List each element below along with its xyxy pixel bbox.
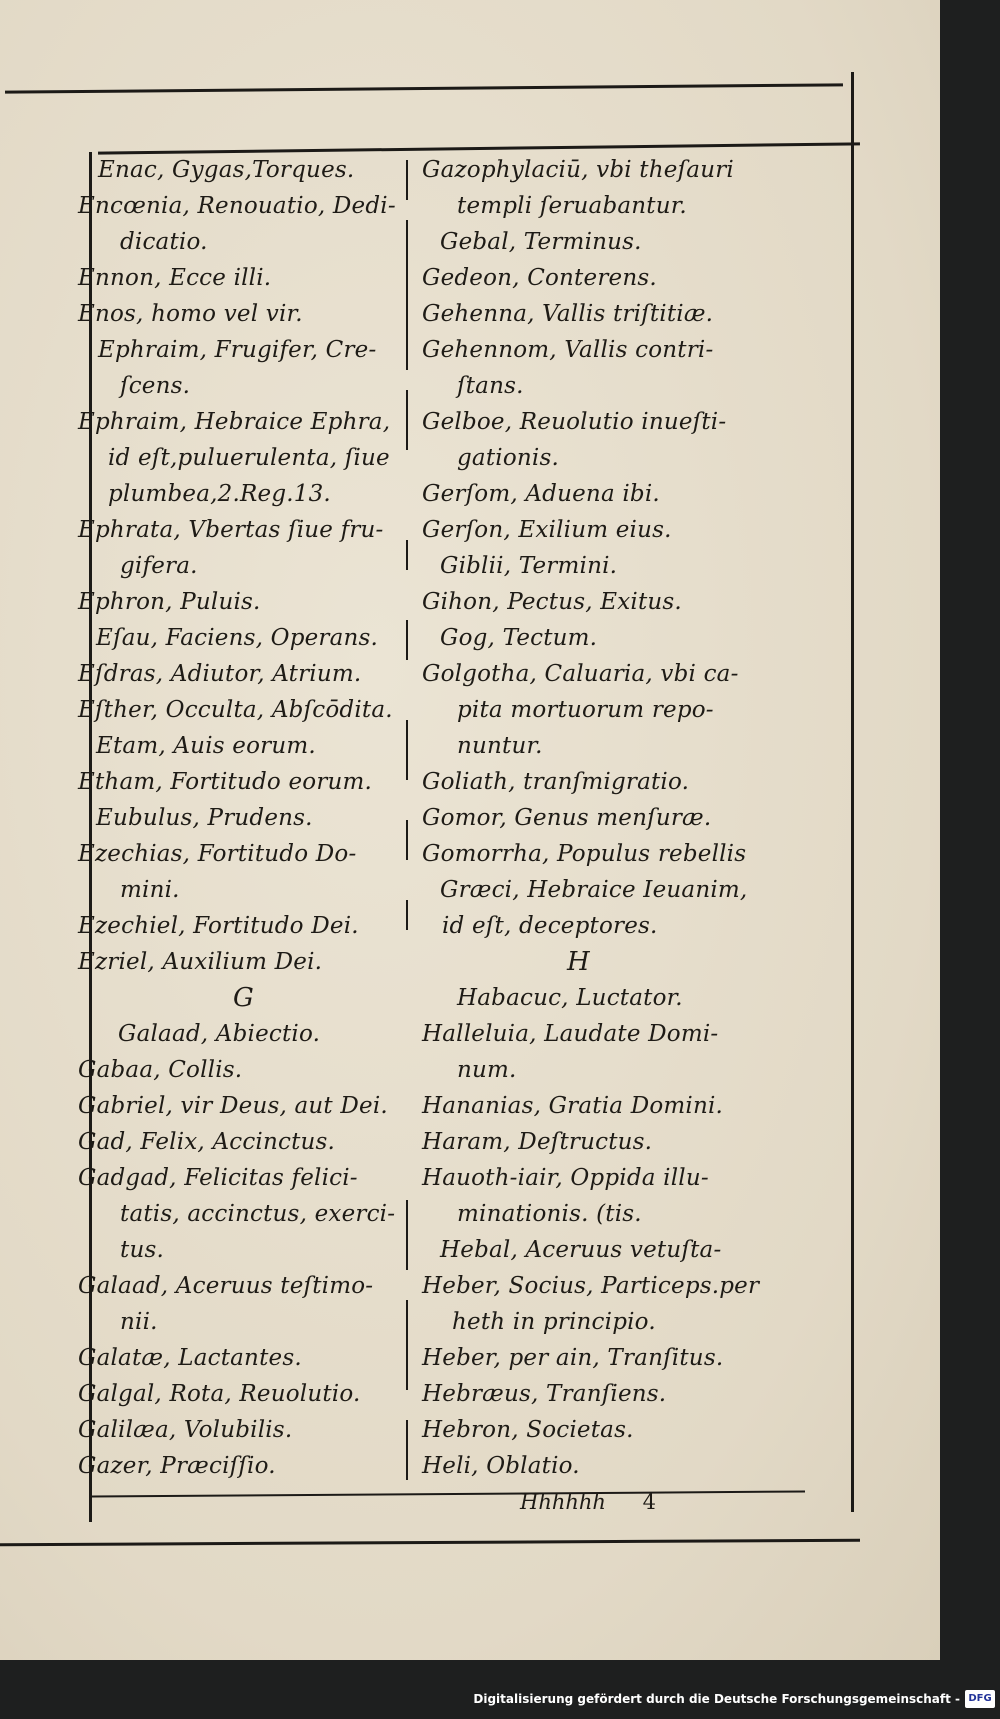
glossary-line: Ephraim, Frugifer, Cre- <box>98 337 377 363</box>
glossary-line: Gad, Felix, Accinctus. <box>78 1129 336 1155</box>
glossary-line: id eſt,puluerulenta, ſiue <box>108 445 390 471</box>
glossary-line: Gehennom, Vallis contri- <box>422 337 714 363</box>
signature-mark <box>520 1490 820 1520</box>
glossary-line: Golgotha, Caluaria, vbi ca- <box>422 661 739 687</box>
digitization-footer <box>0 1681 1000 1719</box>
section-letter: G <box>233 983 254 1013</box>
glossary-line: Goliath, tranſmigratio. <box>422 769 690 795</box>
glossary-line: pita mortuorum repo- <box>457 697 714 723</box>
glossary-line: Eſther, Occulta, Abſcōdita. <box>78 697 393 723</box>
glossary-line: Gog, Tectum. <box>440 625 598 651</box>
right-column <box>422 152 760 1484</box>
glossary-line: Gelboe, Reuolutio inueſti- <box>422 409 727 435</box>
glossary-line: plumbea,2.Reg.13. <box>108 481 331 507</box>
glossary-line: dicatio. <box>120 229 208 255</box>
glossary-line: gationis. <box>457 445 559 471</box>
glossary-line: Gabaa, Collis. <box>78 1057 243 1083</box>
glossary-line: Ennon, Ecce illi. <box>78 265 272 291</box>
left-column <box>78 152 408 1484</box>
glossary-line: Gehenna, Vallis triſtitiæ. <box>422 301 714 327</box>
glossary-line: Hebræus, Tranſiens. <box>422 1381 667 1407</box>
signature-number: 4 <box>642 1490 657 1514</box>
glossary-line: Galgal, Rota, Reuolutio. <box>78 1381 361 1407</box>
glossary-line: Gomorrha, Populus rebellis <box>422 841 747 867</box>
glossary-line: Eſdras, Adiutor, Atrium. <box>78 661 362 687</box>
glossary-line: Gadgad, Felicitas felici- <box>78 1165 358 1191</box>
glossary-line: Hananias, Gratia Domini. <box>422 1093 724 1119</box>
glossary-line: Heber, Socius, Particeps.per <box>422 1273 760 1299</box>
glossary-line: tatis, accinctus, exerci- <box>120 1201 396 1227</box>
glossary-line: num. <box>457 1057 517 1083</box>
glossary-line: Hebron, Societas. <box>422 1417 634 1443</box>
glossary-line: Encœnia, Renouatio, Dedi- <box>78 193 396 219</box>
glossary-line: Galatæ, Lactantes. <box>78 1345 302 1371</box>
glossary-line: Enac, Gygas,Torques. <box>98 157 355 183</box>
glossary-line: ſtans. <box>457 373 524 399</box>
glossary-line: Ephraim, Hebraice Ephra, <box>78 409 391 435</box>
glossary-line: Gihon, Pectus, Exitus. <box>422 589 682 615</box>
glossary-line: Gazophylaciū, vbi theſauri <box>422 157 734 183</box>
glossary-line: tus. <box>120 1237 164 1263</box>
glossary-line: Eſau, Faciens, Operans. <box>96 625 379 651</box>
glossary-line: Giblii, Termini. <box>440 553 618 579</box>
glossary-line: Ezriel, Auxilium Dei. <box>78 949 323 975</box>
glossary-line: Halleluia, Laudate Domi- <box>422 1021 719 1047</box>
glossary-line: minationis. (tis. <box>457 1201 642 1227</box>
glossary-line: Haram, Deſtructus. <box>422 1129 653 1155</box>
glossary-line: Hebal, Aceruus vetuſta- <box>440 1237 722 1263</box>
glossary-line: nuntur. <box>457 733 543 759</box>
glossary-line: Gebal, Terminus. <box>440 229 642 255</box>
glossary-line: ſcens. <box>120 373 191 399</box>
glossary-line: nii. <box>120 1309 158 1335</box>
glossary-line: Habacuc, Luctator. <box>457 985 683 1011</box>
dfg-logo-icon: DFG <box>965 1690 995 1708</box>
glossary-line: Eubulus, Prudens. <box>96 805 313 831</box>
glossary-line: Etham, Fortitudo eorum. <box>78 769 373 795</box>
glossary-line: templi ſeruabantur. <box>457 193 687 219</box>
footer-credit: Digitalisierung gefördert durch die Deutsche Forschungsgemeinschaft - <box>473 1692 960 1706</box>
glossary-line: mini. <box>120 877 180 903</box>
right-border-rule <box>851 72 854 1512</box>
glossary-line: Enos, homo vel vir. <box>78 301 303 327</box>
bottom-rule-outer <box>0 1539 860 1547</box>
glossary-line: Gerſon, Exilium eius. <box>422 517 672 543</box>
glossary-line: Gabriel, vir Deus, aut Dei. <box>78 1093 388 1119</box>
glossary-line: Galaad, Abiectio. <box>118 1021 321 1047</box>
glossary-line: gifera. <box>120 553 198 579</box>
glossary-line: Heli, Oblatio. <box>422 1453 580 1479</box>
glossary-line: Heber, per ain, Tranſitus. <box>422 1345 724 1371</box>
glossary-line: Ephrata, Vbertas ſiue fru- <box>78 517 384 543</box>
glossary-line: Gazer, Præciſſio. <box>78 1453 276 1479</box>
glossary-line: Galilæa, Volubilis. <box>78 1417 293 1443</box>
glossary-line: heth in principio. <box>452 1309 656 1335</box>
glossary-line: Galaad, Aceruus teſtimo- <box>78 1273 374 1299</box>
glossary-line: Ezechiel, Fortitudo Dei. <box>78 913 359 939</box>
section-letter: H <box>567 947 590 977</box>
glossary-line: Etam, Auis eorum. <box>96 733 316 759</box>
glossary-line: id eſt, deceptores. <box>442 913 658 939</box>
glossary-line: Gedeon, Conterens. <box>422 265 657 291</box>
glossary-line: Ephron, Puluis. <box>78 589 261 615</box>
glossary-line: Græci, Hebraice Ieuanim, <box>440 877 748 903</box>
glossary-line: Ezechias, Fortitudo Do- <box>78 841 357 867</box>
top-rule <box>5 83 843 93</box>
glossary-line: Hauoth-iair, Oppida illu- <box>422 1165 709 1191</box>
glossary-line: Gerſom, Aduena ibi. <box>422 481 660 507</box>
signature-letters: Hhhhhh <box>520 1490 606 1514</box>
glossary-line: Gomor, Genus menſuræ. <box>422 805 712 831</box>
